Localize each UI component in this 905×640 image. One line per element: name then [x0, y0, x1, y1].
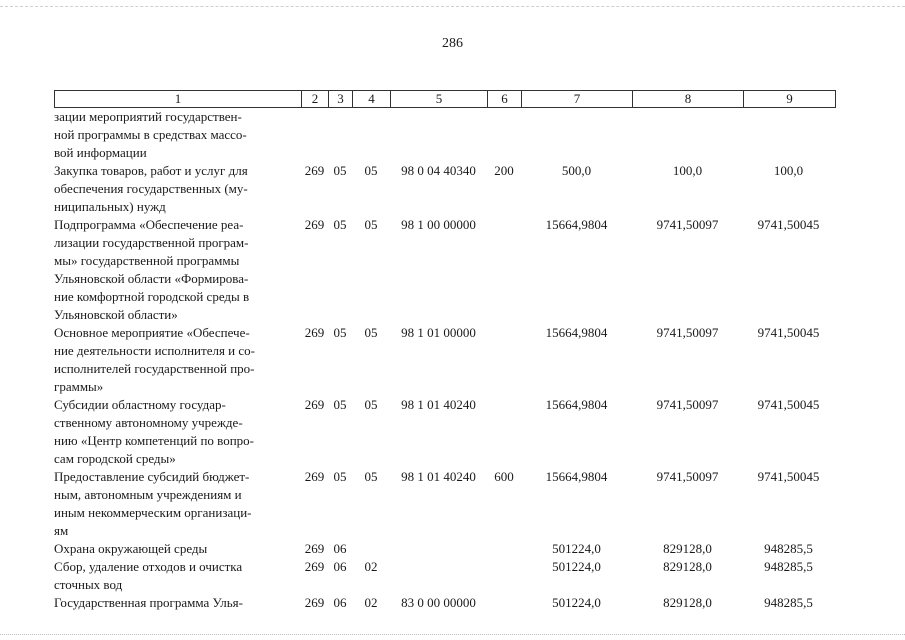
- row-name-line: ние деятельности исполнителя и со-: [54, 343, 255, 358]
- cell-c7: 501224,0: [552, 595, 601, 610]
- cell-c2: 269: [304, 469, 325, 484]
- table-row: [54, 594, 836, 612]
- cell-c8: 829128,0: [663, 541, 712, 556]
- cell-c4: 02: [364, 559, 378, 574]
- row-name-line: сам городской среды»: [54, 451, 176, 466]
- row-name: [54, 468, 292, 540]
- page-number: 286: [442, 36, 463, 51]
- row-name-line: Подпрограмма «Обеспечение реа-: [54, 217, 244, 232]
- row-name-line: мы» государственной программы: [54, 253, 240, 268]
- cell-c4: 05: [364, 469, 378, 484]
- row-name: [54, 162, 292, 216]
- row-name-line: Предоставление субсидий бюджет-: [54, 469, 250, 484]
- cell-c9: 948285,5: [764, 541, 813, 556]
- table-body: [54, 108, 836, 612]
- cell-c2: 269: [304, 325, 325, 340]
- cell-c9: 9741,50045: [757, 217, 820, 232]
- cell-c7: 15664,9804: [545, 325, 608, 340]
- cell-c4: 05: [364, 217, 378, 232]
- cell-c5: 98 1 00 00000: [401, 217, 476, 232]
- table-row: [54, 558, 836, 594]
- cell-c7: 501224,0: [552, 541, 601, 556]
- cell-c4: 05: [364, 397, 378, 412]
- table-row: [54, 324, 836, 396]
- cell-c8: 100,0: [672, 163, 703, 178]
- cell-c3: 05: [333, 217, 347, 232]
- row-name-line: лизации государственной програм-: [54, 235, 249, 250]
- row-name: [54, 540, 292, 558]
- cell-c8: 9741,50097: [656, 469, 719, 484]
- cell-c9: 9741,50045: [757, 397, 820, 412]
- row-name-line: ственному автономному учрежде-: [54, 415, 243, 430]
- cell-c3: 05: [333, 469, 347, 484]
- row-name-line: Сбор, удаление отходов и очистка: [54, 559, 243, 574]
- row-name-line: ние комфортной городской среды в: [54, 289, 250, 304]
- row-name: [54, 216, 292, 324]
- cell-c5: 98 1 01 40240: [401, 469, 476, 484]
- cell-c8: 9741,50097: [656, 217, 719, 232]
- row-name-line: иным некоммерческим организаци-: [54, 505, 252, 520]
- row-name-line: сточных вод: [54, 577, 123, 592]
- cell-c7: 500,0: [561, 163, 592, 178]
- cell-c3: 06: [333, 559, 347, 574]
- row-name-line: ным, автономным учреждениям и: [54, 487, 242, 502]
- row-name-line: обеспечения государственных (му-: [54, 181, 248, 196]
- table-row: [54, 540, 836, 558]
- column-header-5: 5: [391, 91, 488, 107]
- table-header: [54, 90, 836, 108]
- row-name-line: Государственная программа Улья-: [54, 595, 243, 610]
- budget-table: [54, 90, 836, 612]
- row-name-line: Ульяновской области «Формирова-: [54, 271, 249, 286]
- row-name-line: Ульяновской области»: [54, 307, 178, 322]
- table-row: [54, 396, 836, 468]
- row-name-line: вой информации: [54, 145, 147, 160]
- row-name-line: нию «Центр компетенций по вопро-: [54, 433, 255, 448]
- scan-edge-bottom: [0, 634, 905, 636]
- cell-c7: 15664,9804: [545, 217, 608, 232]
- row-name: [54, 324, 292, 396]
- cell-c4: 05: [364, 163, 378, 178]
- table-row: [54, 216, 836, 324]
- column-header-4: 4: [353, 91, 391, 107]
- cell-c3: 05: [333, 397, 347, 412]
- cell-c9: 948285,5: [764, 559, 813, 574]
- cell-c8: 829128,0: [663, 595, 712, 610]
- row-name-line: граммы»: [54, 379, 104, 394]
- cell-c5: 98 1 01 00000: [401, 325, 476, 340]
- row-name-line: Охрана окружающей среды: [54, 541, 208, 556]
- cell-c7: 501224,0: [552, 559, 601, 574]
- cell-c3: 06: [333, 595, 347, 610]
- row-name: [54, 396, 292, 468]
- cell-c9: 9741,50045: [757, 469, 820, 484]
- cell-c3: 06: [333, 541, 347, 556]
- cell-c2: 269: [304, 595, 325, 610]
- column-header-2: 2: [302, 91, 329, 107]
- table-row: [54, 468, 836, 540]
- table-row: [54, 108, 836, 162]
- row-name-line: Закупка товаров, работ и услуг для: [54, 163, 248, 178]
- row-name-line: Основное мероприятие «Обеспече-: [54, 325, 250, 340]
- cell-c8: 9741,50097: [656, 325, 719, 340]
- cell-c5: 83 0 00 00000: [401, 595, 476, 610]
- row-name-line: Субсидии областному государ-: [54, 397, 226, 412]
- cell-c6: 600: [494, 469, 514, 484]
- column-header-9: 9: [786, 91, 793, 106]
- row-name: [54, 558, 292, 594]
- table-row: [54, 162, 836, 216]
- cell-c6: 200: [494, 163, 514, 178]
- cell-c8: 9741,50097: [656, 397, 719, 412]
- row-name-line: зации мероприятий государствен-: [54, 109, 242, 124]
- cell-c9: 9741,50045: [757, 325, 820, 340]
- cell-c8: 829128,0: [663, 559, 712, 574]
- cell-c5: 98 1 01 40240: [401, 397, 476, 412]
- cell-c2: 269: [304, 397, 325, 412]
- row-name: [54, 108, 292, 162]
- scan-edge-top: [0, 6, 905, 8]
- cell-c9: 948285,5: [764, 595, 813, 610]
- row-name-line: ниципальных) нужд: [54, 199, 166, 214]
- row-name-line: ям: [54, 523, 69, 538]
- column-header-8: 8: [633, 91, 744, 107]
- cell-c2: 269: [304, 163, 325, 178]
- cell-c9: 100,0: [773, 163, 804, 178]
- cell-c2: 269: [304, 559, 325, 574]
- row-name-line: исполнителей государственной про-: [54, 361, 255, 376]
- cell-c3: 05: [333, 325, 347, 340]
- cell-c4: 02: [364, 595, 378, 610]
- cell-c2: 269: [304, 217, 325, 232]
- column-header-6: 6: [488, 91, 522, 107]
- row-name-line: ной программы в средствах массо-: [54, 127, 247, 142]
- column-header-7: 7: [522, 91, 633, 107]
- column-header-3: 3: [329, 91, 353, 107]
- cell-c7: 15664,9804: [545, 469, 608, 484]
- cell-c5: 98 0 04 40340: [401, 163, 476, 178]
- cell-c4: 05: [364, 325, 378, 340]
- column-header-1: 1: [55, 91, 302, 107]
- cell-c2: 269: [304, 541, 325, 556]
- row-name: [54, 594, 292, 612]
- cell-c7: 15664,9804: [545, 397, 608, 412]
- cell-c3: 05: [333, 163, 347, 178]
